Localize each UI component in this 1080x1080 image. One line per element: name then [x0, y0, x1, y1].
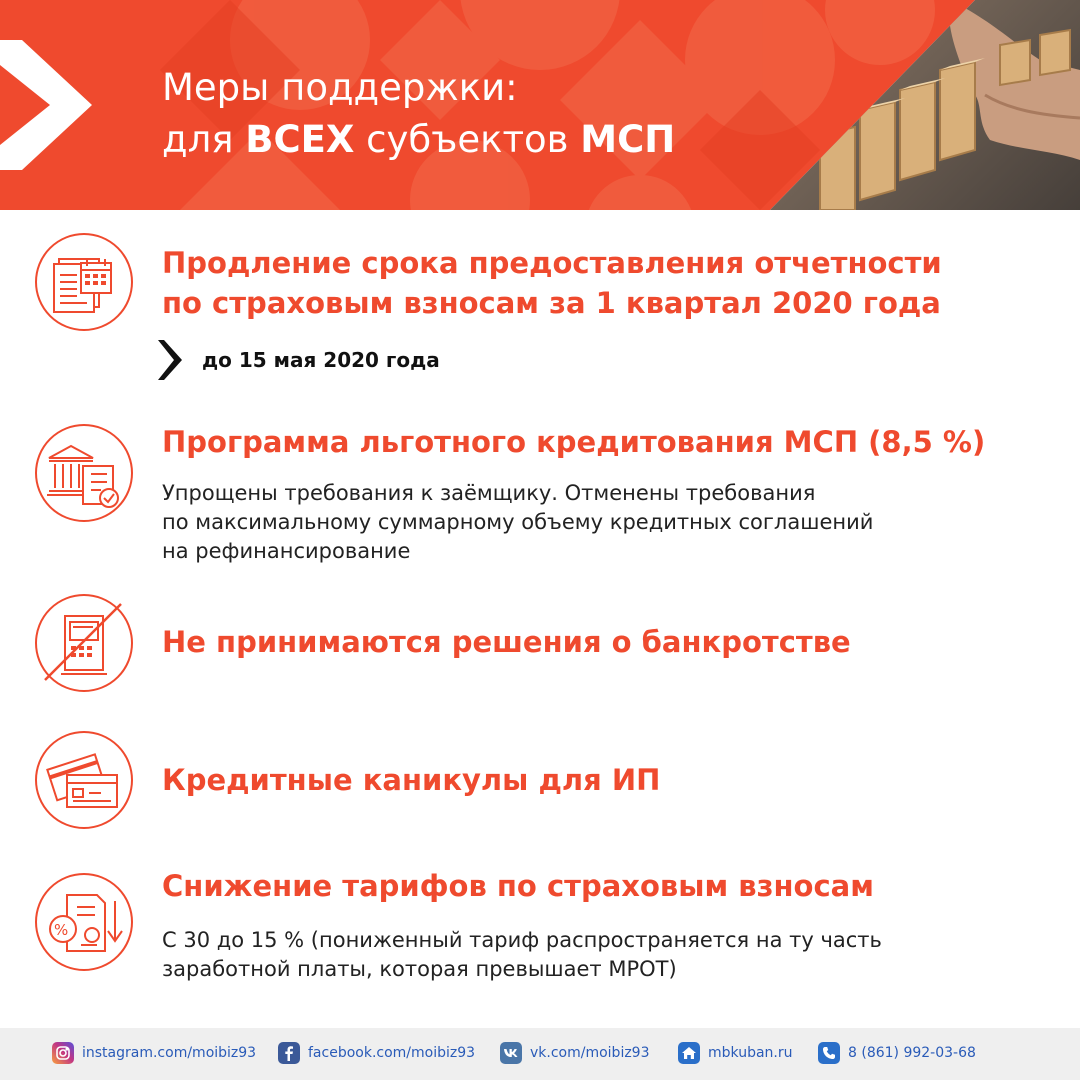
footer-vk-link[interactable]: vk.com/moibiz93: [500, 1040, 650, 1066]
title-line-1: Меры поддержки:: [162, 66, 518, 109]
item-3-title: Не принимаются решения о банкротстве: [162, 625, 851, 659]
item-1-title: Продление срока предоставления отчетности по страховым взносам за 1 квартал 2020 года: [162, 246, 942, 320]
vk-icon: [500, 1042, 522, 1064]
chevron-right-icon: [158, 340, 182, 380]
item-2-title: Программа льготного кредитования МСП (8,5 %): [162, 425, 986, 459]
facebook-icon: [278, 1042, 300, 1064]
title-emphasis-all: ВСЕХ: [245, 118, 355, 161]
bank-checklist-icon: [35, 424, 133, 522]
footer-facebook-link[interactable]: facebook.com/moibiz93: [278, 1040, 475, 1066]
no-atm-icon: [35, 594, 133, 692]
page-title: [162, 62, 675, 166]
calendar-documents-icon: [35, 233, 133, 331]
deadline-text: до 15 мая 2020 года: [202, 348, 440, 372]
instagram-icon: [52, 1042, 74, 1064]
svg-text:%: %: [54, 921, 69, 939]
chevron-arrow-icon: [0, 0, 140, 210]
home-icon: [678, 1042, 700, 1064]
header-banner: [0, 0, 1080, 210]
title-line-2: для ВСЕХ субъектов МСП: [162, 118, 676, 161]
credit-card-icon: [35, 731, 133, 829]
item-4-title: Кредитные каникулы для ИП: [162, 763, 661, 797]
percent-document-icon: [35, 873, 133, 971]
deadline-row: [158, 340, 440, 380]
phone-icon: [818, 1042, 840, 1064]
item-5-title: Снижение тарифов по страховым взносам: [162, 869, 874, 903]
item-2-body: Упрощены требования к заёмщику. Отменены требования по максимальному суммарному объему кредитных соглашений на рефинансирование: [162, 481, 874, 563]
footer-contacts: [0, 1028, 1080, 1080]
footer-phone-link[interactable]: 8 (861) 992-03-68: [818, 1040, 976, 1066]
item-5-body: С 30 до 15 % (пониженный тариф распространяется на ту часть заработной платы, которая превышает МРОТ): [162, 928, 882, 981]
footer-instagram-link[interactable]: instagram.com/moibiz93: [52, 1040, 256, 1066]
title-emphasis-msp: МСП: [580, 118, 676, 161]
footer-website-link[interactable]: mbkuban.ru: [678, 1040, 793, 1066]
